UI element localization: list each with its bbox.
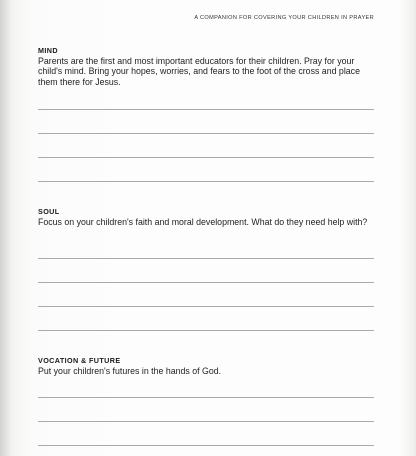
writing-line: [38, 133, 374, 134]
section-heading-vocation-future: VOCATION & FUTURE: [38, 356, 121, 365]
writing-line: [38, 421, 374, 422]
writing-line: [38, 330, 374, 331]
section-mind: [38, 46, 378, 87]
section-body-mind: Parents are the first and most important educators for their children. Pray for your child's mind. Bring your hopes, worries, and fears to the foot of the cross and place them there for Jesus.: [38, 56, 360, 87]
writing-line: [38, 181, 374, 182]
writing-line: [38, 157, 374, 158]
section-body-soul: Focus on your children's faith and moral development. What do they need help with?: [38, 217, 368, 227]
section-heading-soul: SOUL: [38, 207, 60, 216]
writing-line: [38, 109, 374, 110]
writing-line: [38, 445, 374, 446]
writing-line: [38, 258, 374, 259]
writing-line: [38, 306, 374, 307]
running-header: A COMPANION FOR COVERING YOUR CHILDREN IN PRAYER: [194, 15, 374, 21]
writing-line: [38, 397, 374, 398]
section-vocation-future: [38, 356, 378, 376]
writing-line: [38, 282, 374, 283]
section-soul: [38, 207, 378, 227]
section-heading-mind: MIND: [38, 46, 58, 55]
section-body-vocation-future: Put your children's futures in the hands of God.: [38, 366, 222, 376]
